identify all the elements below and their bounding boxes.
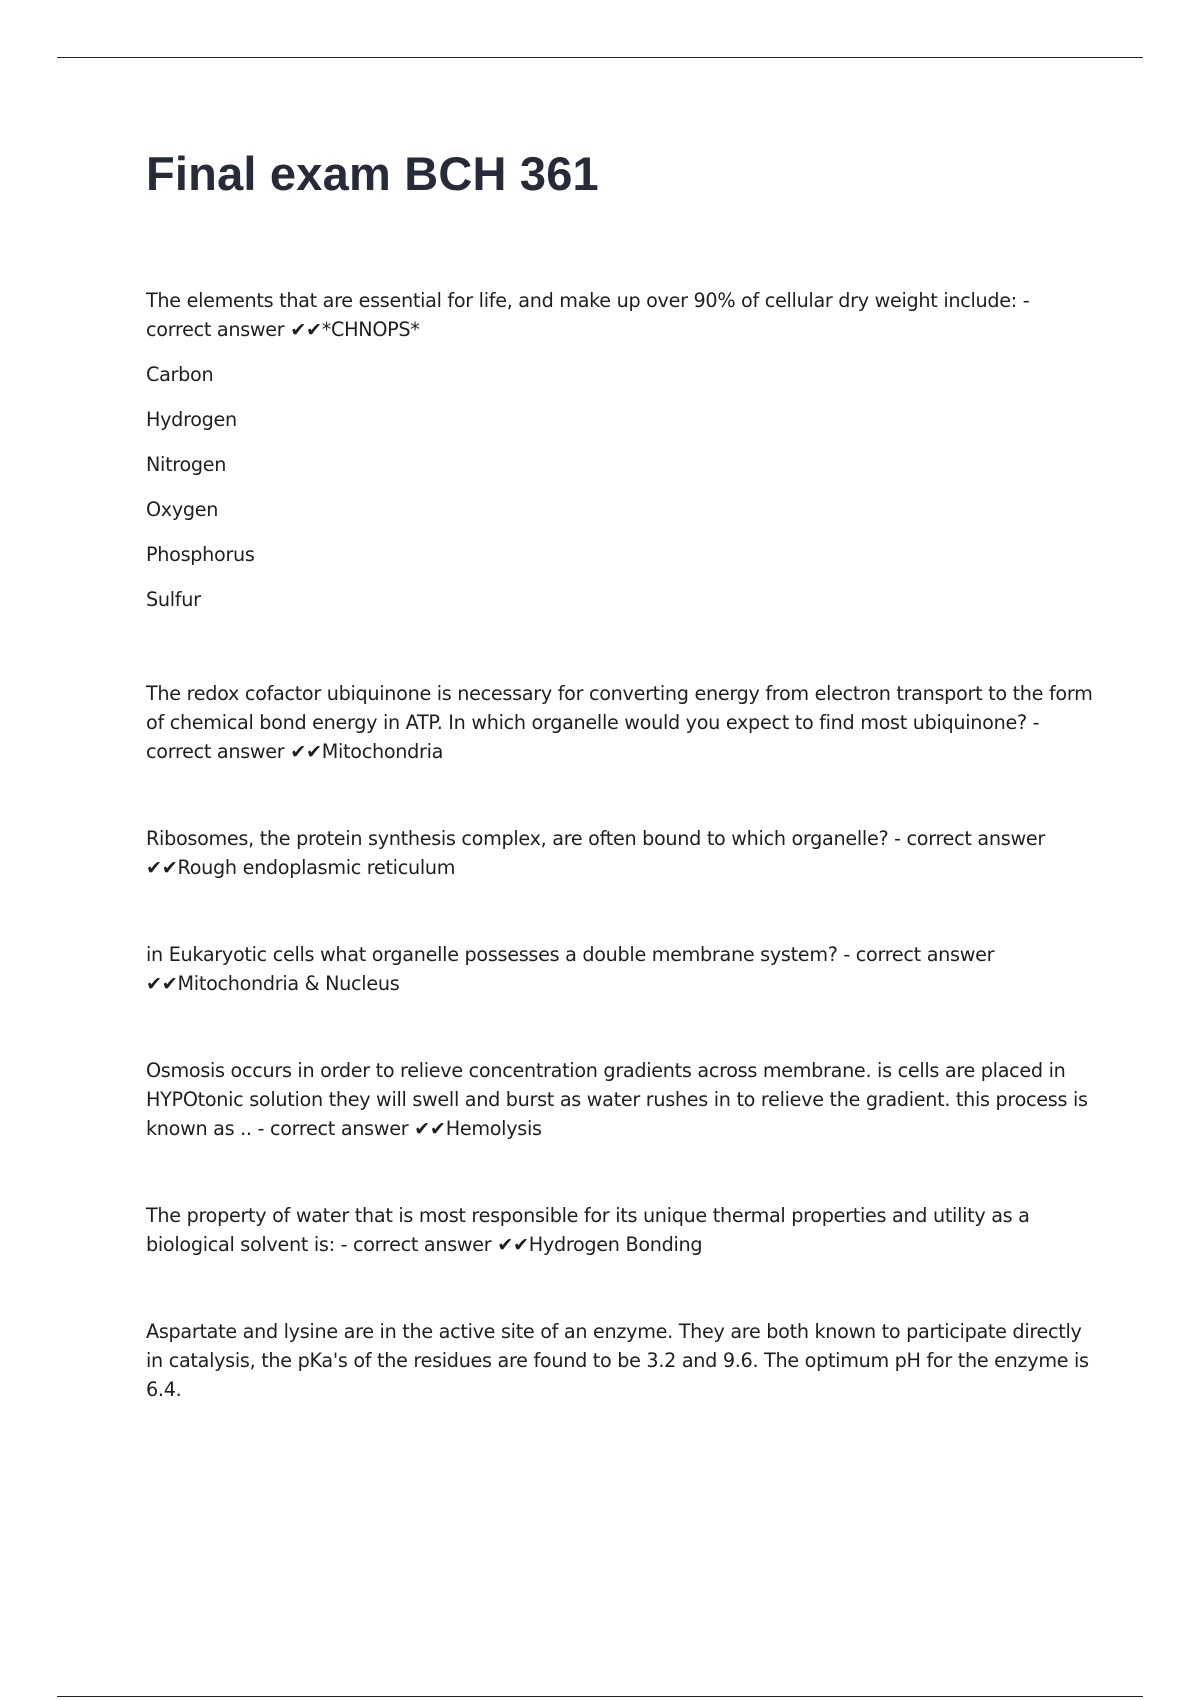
question-text: in Eukaryotic cells what organelle possesses a double membrane system? - correct answer ✔✔Mitochondria & Nucleus <box>146 943 995 995</box>
question-text: The property of water that is most responsible for its unique thermal properties and utility as a biological solvent is: - correct answer ✔✔Hydrogen Bonding <box>146 1204 1030 1256</box>
question-item <box>146 1201 1096 1259</box>
question-item <box>146 1056 1096 1143</box>
answer-text: ✔✔Mitochondria <box>290 740 444 763</box>
element-item: Phosphorus <box>146 543 255 566</box>
element-item: Carbon <box>146 363 214 386</box>
question-text: The redox cofactor ubiquinone is necessary for converting energy from electron transport to the form of chemical bond energy in ATP. In which organelle would you expect to find most ubiquinone? - correct answer ✔✔Mitochondria <box>146 682 1093 763</box>
question-item <box>146 940 1096 998</box>
question-item <box>146 286 1096 344</box>
question-item <box>146 679 1096 766</box>
answer-text: ✔✔Hemolysis <box>414 1117 542 1140</box>
question-text: Aspartate and lysine are in the active site of an enzyme. They are both known to participate directly in catalysis, the pKa's of the residues are found to be 3.2 and 9.6. The optimum pH for the enzyme is 6.4. <box>146 1320 1089 1401</box>
answer-text: ✔✔Hydrogen Bonding <box>497 1233 703 1256</box>
element-item: Sulfur <box>146 588 201 611</box>
answer-text: ✔✔Mitochondria & Nucleus <box>146 972 400 995</box>
element-item: Hydrogen <box>146 408 237 431</box>
document-body <box>146 140 1096 1462</box>
question-text: The elements that are essential for life, and make up over 90% of cellular dry weight include: - correct answer ✔✔*CHNOPS* <box>146 289 1030 341</box>
answer-text: ✔✔*CHNOPS* <box>290 318 420 341</box>
answer-text: ✔✔Rough endoplasmic reticulum <box>146 856 456 879</box>
question-text: Ribosomes, the protein synthesis complex, are often bound to which organelle? - correct answer ✔✔Rough endoplasmic reticulum <box>146 827 1045 879</box>
question-list <box>146 286 1096 1404</box>
bottom-rule <box>57 1696 1143 1697</box>
element-list <box>146 360 1096 614</box>
element-item: Oxygen <box>146 498 219 521</box>
element-item: Nitrogen <box>146 453 227 476</box>
document-title: Final exam BCH 361 <box>146 147 599 200</box>
top-rule <box>57 57 1143 58</box>
question-text: Osmosis occurs in order to relieve concentration gradients across membrane. is cells are placed in HYPOtonic solution they will swell and burst as water rushes in to relieve the gradient. this process is known as .. - correct answer ✔✔Hemolysis <box>146 1059 1088 1140</box>
question-item <box>146 1317 1096 1404</box>
question-item <box>146 824 1096 882</box>
